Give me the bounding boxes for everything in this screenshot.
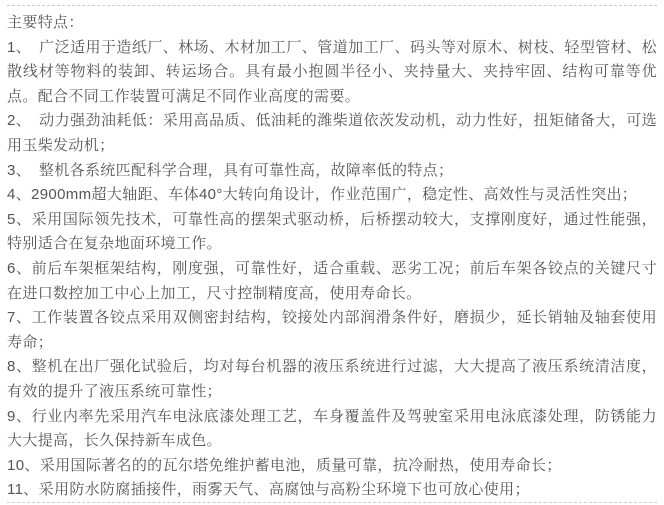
feature-item-2: 2、 动力强劲油耗低：采用高品质、低油耗的潍柴道依茨发动机，动力性好，扭矩储备大，可选用玉柴发动机； [7,112,657,154]
feature-item-10: 10、采用国际著名的的瓦尔塔免维护蓄电池，质量可靠，抗冷耐热，使用寿命长； [7,456,562,474]
feature-item-4: 4、2900mm超大轴距、车体40°大转向角设计，作业范围广，稳定性、高效性与灵活性突出； [7,186,638,204]
features-text-block [7,11,657,503]
feature-item-9: 9、行业内率先采用汽车电泳底漆处理工艺，车身覆盖件及驾驶室采用电泳底漆处理，防锈能力大大提高，长久保持新车成色。 [7,407,657,450]
feature-item-1: 1、 广泛适用于造纸厂、林场、木材加工厂、管道加工厂、码头等对原木、树枝、轻型管材、松散线材等物料的装卸、转运场合。具有最小抱圆半径小、夹持量大、夹持牢固、结构可靠等优点。配合不同工作装置可满足不同作业高度的需要。 [7,38,657,105]
feature-item-3: 3、 整机各系统匹配科学合理，具有可靠性高，故障率低的特点； [7,161,454,179]
top-divider [7,5,657,6]
feature-item-8: 8、整机在出厂强化试验后，均对每台机器的液压系统进行过滤，大大提高了液压系统清洁度，有效的提升了液压系统可靠性； [7,358,657,400]
bottom-divider [7,502,657,503]
feature-item-11: 11、采用防水防腐插接件，雨雾天气、高腐蚀与高粉尘环境下也可放心使用； [7,481,530,499]
feature-item-6: 6、前后车架框架结构，刚度强，可靠性好，适合重载、恶劣工况；前后车架各铰点的关键尺寸在进口数控加工中心上加工，尺寸控制精度高，使用寿命长。 [7,259,657,302]
feature-item-7: 7、工作装置各铰点采用双侧密封结构，铰接处内部润滑条件好，磨损少，延长销轴及轴套使用寿命； [7,309,657,351]
feature-item-5: 5、采用国际领先技术，可靠性高的摆架式驱动桥，后桥摆动较大，支撑刚度好，通过性能强，特别适合在复杂地面环境工作。 [7,210,657,253]
section-heading: 主要特点： [7,14,84,31]
